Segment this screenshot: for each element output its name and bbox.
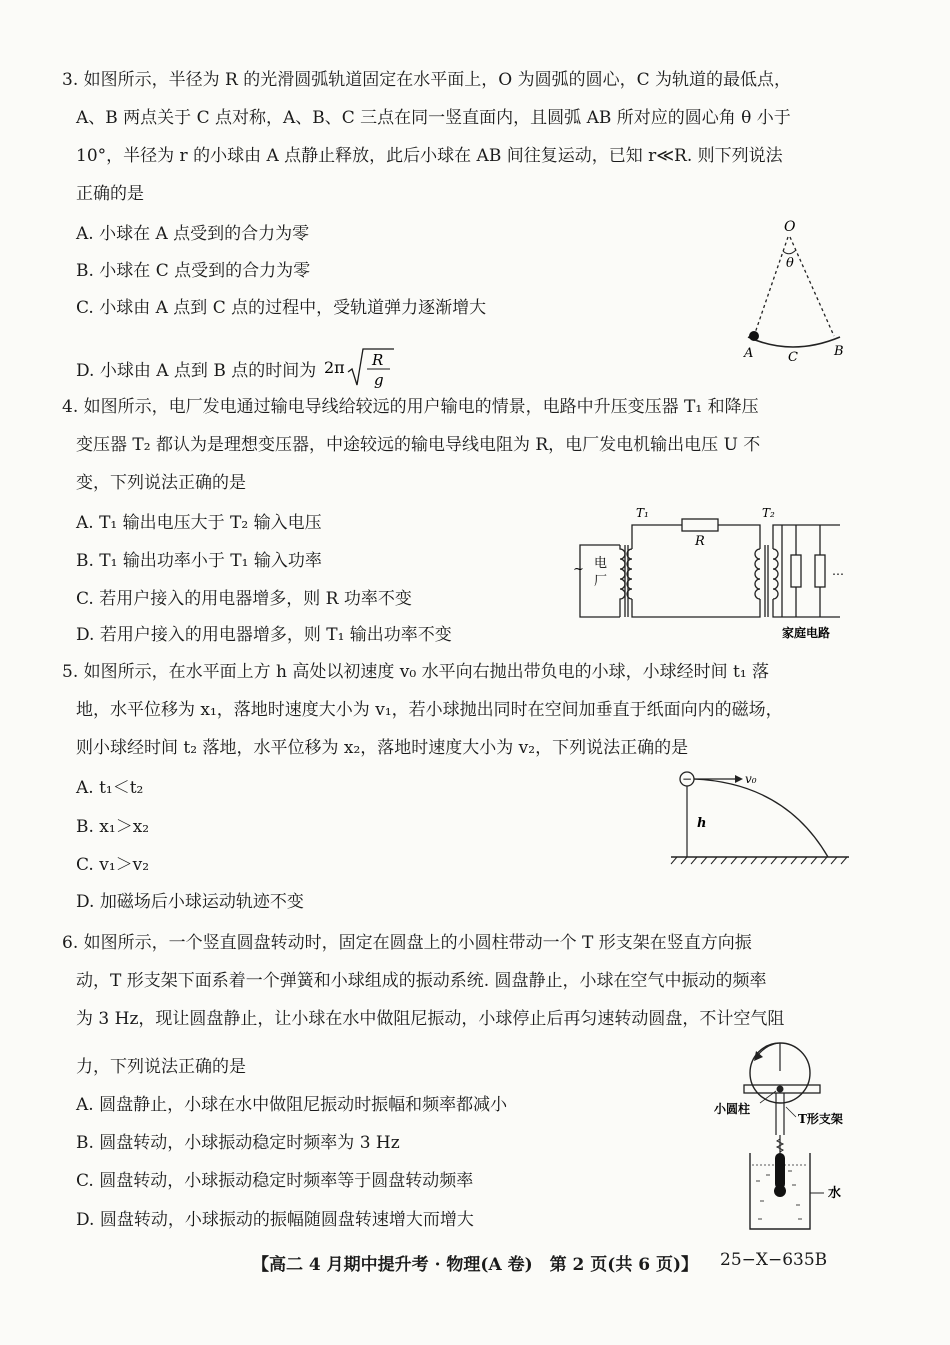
q6-stem-line-4: 力，下列说法正确的是	[76, 1057, 246, 1077]
label-v0: v₀	[745, 772, 757, 786]
charge-sign: −	[682, 772, 693, 786]
label-r: R	[695, 534, 705, 549]
label-c: C	[788, 350, 798, 365]
formula-prefix: 2π	[323, 358, 345, 377]
q6-oscillator-figure	[700, 1035, 860, 1235]
water-label: 水	[828, 1186, 842, 1201]
exam-code: 25−X−635B	[720, 1250, 828, 1270]
q6-option-d: D. 圆盘转动，小球振动的振幅随圆盘转速增大而增大	[76, 1210, 474, 1230]
q4-option-b: B. T₁ 输出功率小于 T₁ 输入功率	[76, 551, 322, 571]
q5-option-d: D. 加磁场后小球运动轨迹不变	[76, 892, 304, 912]
q4-circuit-figure	[570, 505, 860, 645]
q3-option-a: A. 小球在 A 点受到的合力为零	[76, 224, 310, 244]
q3-stem-line-2: A、B 两点关于 C 点对称，A、B、C 三点在同一竖直面内，且圆弧 AB 所对应的圆心角 θ 小于	[76, 108, 791, 128]
q4-stem-line-3: 变，下列说法正确的是	[76, 473, 246, 493]
ball	[749, 331, 759, 341]
q4-option-d: D. 若用户接入的用电器增多，则 T₁ 输出功率不变	[76, 625, 452, 645]
q4-option-c: C. 若用户接入的用电器增多，则 R 功率不变	[76, 589, 412, 609]
ac-symbol: ~	[573, 562, 584, 577]
plant-char-2: 厂	[594, 574, 608, 589]
q5-option-a: A. t₁＜t₂	[76, 778, 144, 798]
q4-option-a: A. T₁ 输出电压大于 T₂ 输入电压	[76, 513, 322, 533]
q5-projectile-figure	[665, 765, 855, 880]
q6-stem-line-3: 为 3 Hz，现让圆盘静止，让小球在水中做阻尼振动，小球停止后再匀速转动圆盘，不计空气阻	[76, 1009, 785, 1029]
q5-stem-line-2: 地，水平位移为 x₁，落地时速度大小为 v₁，若小球抛出同时在空间加垂直于纸面向内的磁场，	[76, 700, 783, 720]
q5-stem-line-1: 5. 如图所示，在水平面上方 h 高处以初速度 v₀ 水平向右抛出带负电的小球，小球经时间 t₁ 落	[62, 662, 770, 682]
q3-option-b: B. 小球在 C 点受到的合力为零	[76, 261, 311, 281]
q3-option-d-text: D. 小球由 A 点到 B 点的时间为	[76, 361, 317, 381]
label-theta: θ	[786, 256, 794, 271]
q5-option-b: B. x₁＞x₂	[76, 817, 150, 837]
q3-stem-line-1: 3. 如图所示，半径为 R 的光滑圆弧轨道固定在水平面上，O 为圆弧的圆心，C 为轨道的最低点，	[62, 70, 791, 90]
q3-option-c: C. 小球由 A 点到 C 点的过程中，受轨道弹力逐渐增大	[76, 298, 487, 318]
q3-stem-line-4: 正确的是	[76, 184, 144, 204]
bracket-label: T形支架	[798, 1112, 843, 1126]
label-t1: T₁	[636, 506, 649, 520]
q3-option-d	[76, 345, 396, 398]
label-b: B	[834, 344, 844, 359]
q5-stem-line-3: 则小球经时间 t₂ 落地，水平位移为 x₂，落地时速度大小为 v₂，下列说法正确的是	[76, 738, 689, 758]
q6-stem-line-1: 6. 如图所示，一个竖直圆盘转动时，固定在圆盘上的小圆柱带动一个 T 形支架在竖直方向振	[62, 933, 752, 953]
q6-option-a: A. 圆盘静止，小球在水中做阻尼振动时振幅和频率都减小	[76, 1095, 508, 1115]
formula-denominator: g	[373, 371, 384, 389]
label-t2: T₂	[762, 506, 775, 520]
cylinder-label: 小圆柱	[714, 1102, 751, 1116]
formula-numerator: R	[371, 351, 383, 369]
q3-stem-line-3: 10°，半径为 r 的小球由 A 点静止释放，此后小球在 AB 间往复运动，已知 r≪R. 则下列说法	[76, 146, 783, 166]
page-footer: 【高二 4 月期中提升考 · 物理(A 卷) 第 2 页(共 6 页)】	[252, 1255, 699, 1275]
small-cylinder	[777, 1086, 784, 1093]
q6-option-b: B. 圆盘转动，小球振动稳定时频率为 3 Hz	[76, 1133, 400, 1153]
q3-formula	[322, 345, 396, 398]
more-loads: …	[832, 564, 844, 578]
label-o: O	[784, 219, 796, 235]
label-h: h	[697, 816, 707, 831]
q4-stem-line-2: 变压器 T₂ 都认为是理想变压器，中途较远的输电导线电阻为 R，电厂发电机输出电压 U 不	[76, 435, 761, 455]
q6-option-c: C. 圆盘转动，小球振动稳定时频率等于圆盘转动频率	[76, 1171, 474, 1191]
home-circuit-label: 家庭电路	[782, 626, 831, 640]
label-a: A	[744, 346, 754, 361]
q3-pendulum-figure	[730, 215, 870, 365]
ball-in-water	[774, 1185, 786, 1197]
q5-option-c: C. v₁＞v₂	[76, 855, 150, 875]
q6-stem-line-2: 动，T 形支架下面系着一个弹簧和小球组成的振动系统. 圆盘静止，小球在空气中振动的频率	[76, 971, 767, 991]
q4-stem-line-1: 4. 如图所示，电厂发电通过输电导线给较远的用户输电的情景，电路中升压变压器 T₁ 和降压	[62, 397, 759, 417]
plant-char-1: 电	[594, 556, 608, 571]
